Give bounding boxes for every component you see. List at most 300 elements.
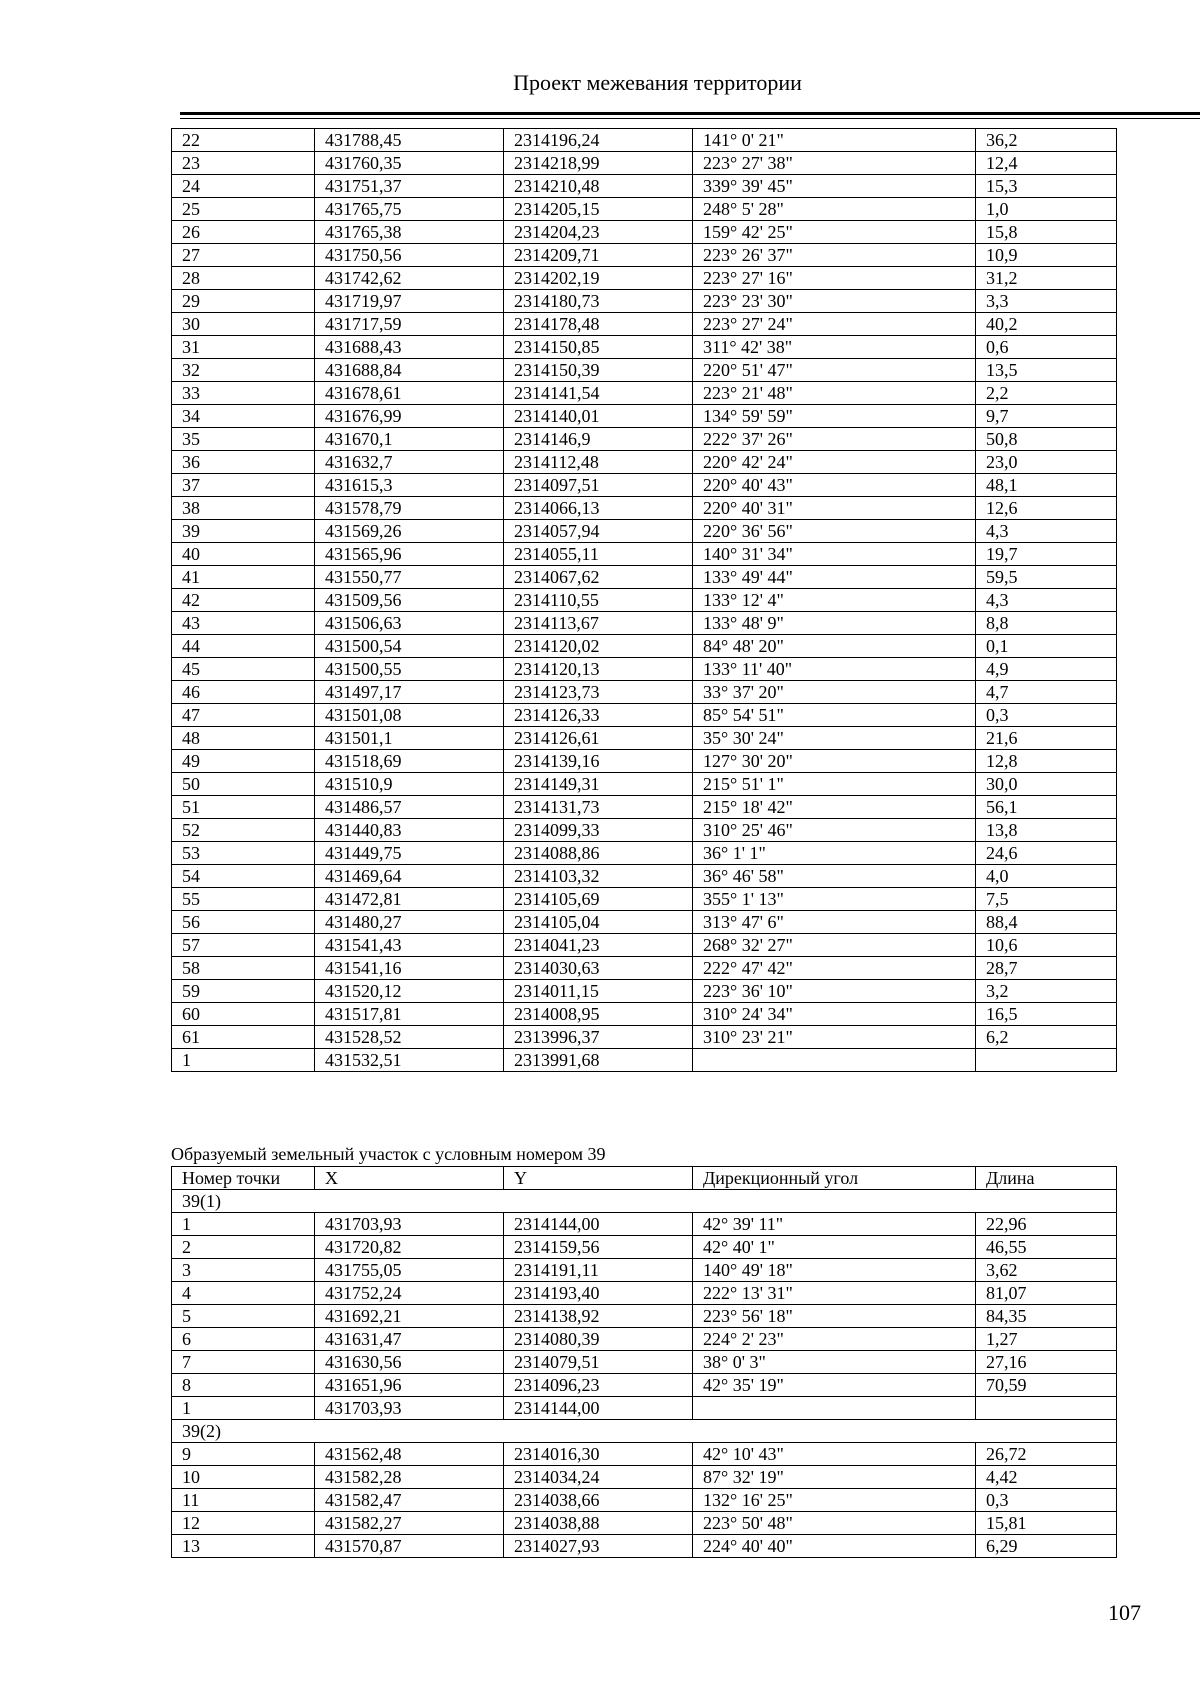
cell-point-number: 57 [172, 934, 315, 957]
cell-point-number: 12 [172, 1512, 315, 1535]
cell-y: 2314120,13 [504, 658, 693, 681]
table-row [172, 221, 1117, 244]
cell-point-number: 6 [172, 1328, 315, 1351]
cell-point-number: 45 [172, 658, 315, 681]
table-row [172, 589, 1117, 612]
cell-point-number: 48 [172, 727, 315, 750]
cell-y: 2314057,94 [504, 520, 693, 543]
cell-x: 431517,81 [315, 1003, 504, 1026]
cell-x: 431469,64 [315, 865, 504, 888]
cell-y: 2314038,88 [504, 1512, 693, 1535]
cell-y: 2314067,62 [504, 566, 693, 589]
table-row [172, 1003, 1117, 1026]
cell-point-number: 22 [172, 129, 315, 152]
table-header-row [172, 1167, 1117, 1190]
cell-bearing: 223° 26' 37" [693, 244, 976, 267]
cell-x: 431765,38 [315, 221, 504, 244]
cell-point-number: 51 [172, 796, 315, 819]
table-row [172, 1443, 1117, 1466]
table-row [172, 1282, 1117, 1305]
cell-y: 2314066,13 [504, 497, 693, 520]
cell-x: 431788,45 [315, 129, 504, 152]
cell-point-number: 13 [172, 1535, 315, 1558]
cell-length: 6,2 [976, 1026, 1117, 1049]
cell-point-number: 1 [172, 1213, 315, 1236]
cell-y: 2314180,73 [504, 290, 693, 313]
cell-length: 36,2 [976, 129, 1117, 152]
table-row [172, 635, 1117, 658]
cell-point-number: 4 [172, 1282, 315, 1305]
cell-bearing: 140° 31' 34" [693, 543, 976, 566]
cell-point-number: 32 [172, 359, 315, 382]
cell-length: 0,3 [976, 704, 1117, 727]
cell-bearing: 33° 37' 20" [693, 681, 976, 704]
cell-point-number: 8 [172, 1374, 315, 1397]
cell-length: 16,5 [976, 1003, 1117, 1026]
cell-length: 81,07 [976, 1282, 1117, 1305]
cell-x: 431449,75 [315, 842, 504, 865]
table-row [172, 1049, 1117, 1072]
table-row [172, 175, 1117, 198]
parcel-39-table-body [172, 1190, 1117, 1558]
cell-length: 4,7 [976, 681, 1117, 704]
cell-y: 2314016,30 [504, 1443, 693, 1466]
cell-bearing: 87° 32' 19" [693, 1466, 976, 1489]
cell-x: 431688,84 [315, 359, 504, 382]
cell-x: 431651,96 [315, 1374, 504, 1397]
cell-bearing: 38° 0' 3" [693, 1351, 976, 1374]
cell-length: 4,3 [976, 589, 1117, 612]
cell-y: 2313991,68 [504, 1049, 693, 1072]
cell-y: 2314105,04 [504, 911, 693, 934]
cell-bearing: 339° 39' 45" [693, 175, 976, 198]
table-row [172, 336, 1117, 359]
cell-y: 2314141,54 [504, 382, 693, 405]
cell-bearing: 42° 35' 19" [693, 1374, 976, 1397]
cell-bearing: 133° 12' 4" [693, 589, 976, 612]
cell-bearing: 248° 5' 28" [693, 198, 976, 221]
table-row [172, 198, 1117, 221]
cell-length: 70,59 [976, 1374, 1117, 1397]
table-row [172, 704, 1117, 727]
cell-point-number: 33 [172, 382, 315, 405]
cell-x: 431703,93 [315, 1397, 504, 1420]
table-row [172, 313, 1117, 336]
cell-point-number: 46 [172, 681, 315, 704]
cell-length: 19,7 [976, 543, 1117, 566]
cell-x: 431676,99 [315, 405, 504, 428]
cell-x: 431497,17 [315, 681, 504, 704]
cell-point-number: 24 [172, 175, 315, 198]
cell-bearing: 134° 59' 59" [693, 405, 976, 428]
table-row [172, 382, 1117, 405]
cell-x: 431570,87 [315, 1535, 504, 1558]
cell-length: 30,0 [976, 773, 1117, 796]
header-rule-thick [180, 112, 1200, 115]
cell-x: 431582,47 [315, 1489, 504, 1512]
cell-bearing: 220° 36' 56" [693, 520, 976, 543]
cell-point-number: 30 [172, 313, 315, 336]
section-label: 39(2) [172, 1420, 1117, 1443]
cell-length: 0,1 [976, 635, 1117, 658]
cell-bearing: 220° 40' 31" [693, 497, 976, 520]
column-header-point-number: Номер точки [172, 1167, 315, 1190]
cell-point-number: 5 [172, 1305, 315, 1328]
cell-x: 431755,05 [315, 1259, 504, 1282]
cell-length: 26,72 [976, 1443, 1117, 1466]
cell-bearing: 223° 27' 16" [693, 267, 976, 290]
cell-x: 431688,43 [315, 336, 504, 359]
cell-length: 4,42 [976, 1466, 1117, 1489]
cell-bearing: 313° 47' 6" [693, 911, 976, 934]
table-row [172, 773, 1117, 796]
cell-x: 431719,97 [315, 290, 504, 313]
cell-bearing: 42° 39' 11" [693, 1213, 976, 1236]
table-caption: Образуемый земельный участок с условным номером 39 [171, 1144, 606, 1164]
table-row [172, 497, 1117, 520]
cell-point-number: 29 [172, 290, 315, 313]
cell-y: 2314146,9 [504, 428, 693, 451]
table-row [172, 957, 1117, 980]
cell-bearing: 42° 10' 43" [693, 1443, 976, 1466]
cell-bearing: 223° 23' 30" [693, 290, 976, 313]
cell-x: 431760,35 [315, 152, 504, 175]
cell-bearing: 222° 13' 31" [693, 1282, 976, 1305]
cell-bearing: 224° 2' 23" [693, 1328, 976, 1351]
cell-point-number: 9 [172, 1443, 315, 1466]
table-row [172, 911, 1117, 934]
cell-length: 56,1 [976, 796, 1117, 819]
cell-y: 2314150,85 [504, 336, 693, 359]
cell-point-number: 38 [172, 497, 315, 520]
cell-bearing: 127° 30' 20" [693, 750, 976, 773]
cell-length: 59,5 [976, 566, 1117, 589]
cell-y: 2314080,39 [504, 1328, 693, 1351]
page-number: 107 [1108, 1600, 1141, 1625]
cell-bearing: 222° 47' 42" [693, 957, 976, 980]
cell-length: 10,6 [976, 934, 1117, 957]
table-row [172, 727, 1117, 750]
cell-y: 2314209,71 [504, 244, 693, 267]
column-header-y: Y [504, 1167, 693, 1190]
cell-x: 431615,3 [315, 474, 504, 497]
cell-length: 3,62 [976, 1259, 1117, 1282]
cell-x: 431518,69 [315, 750, 504, 773]
cell-bearing: 84° 48' 20" [693, 635, 976, 658]
cell-point-number: 34 [172, 405, 315, 428]
cell-bearing [693, 1049, 976, 1072]
cell-bearing: 222° 37' 26" [693, 428, 976, 451]
cell-point-number: 7 [172, 1351, 315, 1374]
table-row [172, 290, 1117, 313]
cell-x: 431541,16 [315, 957, 504, 980]
cell-length: 31,2 [976, 267, 1117, 290]
cell-bearing: 42° 40' 1" [693, 1236, 976, 1259]
cell-length: 4,9 [976, 658, 1117, 681]
cell-y: 2314218,99 [504, 152, 693, 175]
table-row [172, 796, 1117, 819]
cell-x: 431509,56 [315, 589, 504, 612]
cell-x: 431532,51 [315, 1049, 504, 1072]
cell-y: 2314196,24 [504, 129, 693, 152]
cell-length: 1,0 [976, 198, 1117, 221]
cell-y: 2314139,16 [504, 750, 693, 773]
cell-y: 2314191,11 [504, 1259, 693, 1282]
cell-y: 2314205,15 [504, 198, 693, 221]
page-header-title: Проект межевания территории [513, 70, 802, 95]
cell-length: 13,5 [976, 359, 1117, 382]
cell-length: 6,29 [976, 1535, 1117, 1558]
table-row [172, 1397, 1117, 1420]
cell-y: 2314149,31 [504, 773, 693, 796]
cell-bearing: 311° 42' 38" [693, 336, 976, 359]
cell-point-number: 35 [172, 428, 315, 451]
table-row [172, 359, 1117, 382]
column-header-bearing: Дирекционный угол [693, 1167, 976, 1190]
table-row [172, 129, 1117, 152]
cell-length: 15,8 [976, 221, 1117, 244]
table-row [172, 1305, 1117, 1328]
cell-point-number: 61 [172, 1026, 315, 1049]
table-row [172, 428, 1117, 451]
cell-length: 28,7 [976, 957, 1117, 980]
cell-bearing: 159° 42' 25" [693, 221, 976, 244]
cell-y: 2314138,92 [504, 1305, 693, 1328]
cell-y: 2314096,23 [504, 1374, 693, 1397]
cell-x: 431578,79 [315, 497, 504, 520]
cell-point-number: 56 [172, 911, 315, 934]
cell-y: 2314099,33 [504, 819, 693, 842]
cell-y: 2314030,63 [504, 957, 693, 980]
cell-x: 431632,7 [315, 451, 504, 474]
cell-y: 2314159,56 [504, 1236, 693, 1259]
cell-y: 2314105,69 [504, 888, 693, 911]
cell-bearing: 310° 24' 34" [693, 1003, 976, 1026]
table-row [172, 1259, 1117, 1282]
table-row [172, 612, 1117, 635]
cell-x: 431565,96 [315, 543, 504, 566]
cell-y: 2314144,00 [504, 1213, 693, 1236]
cell-y: 2314126,33 [504, 704, 693, 727]
cell-bearing: 310° 25' 46" [693, 819, 976, 842]
cell-x: 431720,82 [315, 1236, 504, 1259]
cell-point-number: 39 [172, 520, 315, 543]
cell-length: 12,4 [976, 152, 1117, 175]
cell-point-number: 53 [172, 842, 315, 865]
cell-point-number: 26 [172, 221, 315, 244]
cell-length: 12,8 [976, 750, 1117, 773]
table-row [172, 1328, 1117, 1351]
cell-length: 3,3 [976, 290, 1117, 313]
coordinates-table-body [172, 129, 1117, 1072]
cell-bearing: 36° 46' 58" [693, 865, 976, 888]
cell-length: 7,5 [976, 888, 1117, 911]
cell-bearing [693, 1397, 976, 1420]
cell-x: 431550,77 [315, 566, 504, 589]
table-row [172, 405, 1117, 428]
cell-length: 1,27 [976, 1328, 1117, 1351]
cell-y: 2314150,39 [504, 359, 693, 382]
cell-y: 2314178,48 [504, 313, 693, 336]
table-row [172, 1512, 1117, 1535]
cell-length: 9,7 [976, 405, 1117, 428]
cell-y: 2313996,37 [504, 1026, 693, 1049]
cell-x: 431541,43 [315, 934, 504, 957]
table-row [172, 819, 1117, 842]
table-row [172, 543, 1117, 566]
cell-x: 431742,62 [315, 267, 504, 290]
table-row [172, 267, 1117, 290]
cell-point-number: 23 [172, 152, 315, 175]
cell-point-number: 60 [172, 1003, 315, 1026]
cell-x: 431500,55 [315, 658, 504, 681]
table-row [172, 888, 1117, 911]
table-row [172, 1213, 1117, 1236]
cell-x: 431631,47 [315, 1328, 504, 1351]
cell-y: 2314204,23 [504, 221, 693, 244]
cell-point-number: 1 [172, 1049, 315, 1072]
cell-point-number: 50 [172, 773, 315, 796]
table-row [172, 934, 1117, 957]
cell-length: 4,0 [976, 865, 1117, 888]
table-row [172, 1236, 1117, 1259]
cell-point-number: 47 [172, 704, 315, 727]
cell-length: 10,9 [976, 244, 1117, 267]
coordinates-table-continued [171, 128, 1117, 1072]
cell-x: 431510,9 [315, 773, 504, 796]
cell-point-number: 11 [172, 1489, 315, 1512]
cell-x: 431678,61 [315, 382, 504, 405]
cell-y: 2314202,19 [504, 267, 693, 290]
cell-bearing: 141° 0' 21" [693, 129, 976, 152]
cell-bearing: 223° 21' 48" [693, 382, 976, 405]
cell-point-number: 59 [172, 980, 315, 1003]
cell-point-number: 42 [172, 589, 315, 612]
cell-point-number: 1 [172, 1397, 315, 1420]
cell-bearing: 35° 30' 24" [693, 727, 976, 750]
cell-y: 2314210,48 [504, 175, 693, 198]
cell-x: 431528,52 [315, 1026, 504, 1049]
cell-bearing: 215° 18' 42" [693, 796, 976, 819]
table-row [172, 152, 1117, 175]
cell-x: 431751,37 [315, 175, 504, 198]
cell-point-number: 10 [172, 1466, 315, 1489]
cell-bearing: 140° 49' 18" [693, 1259, 976, 1282]
cell-point-number: 55 [172, 888, 315, 911]
cell-x: 431717,59 [315, 313, 504, 336]
cell-y: 2314079,51 [504, 1351, 693, 1374]
cell-length: 24,6 [976, 842, 1117, 865]
cell-point-number: 28 [172, 267, 315, 290]
table-row [172, 244, 1117, 267]
cell-x: 431472,81 [315, 888, 504, 911]
cell-length: 15,3 [976, 175, 1117, 198]
parcel-39-coordinates-table [171, 1166, 1117, 1558]
cell-y: 2314110,55 [504, 589, 693, 612]
cell-length: 2,2 [976, 382, 1117, 405]
header-rule-thin [180, 118, 1200, 119]
cell-y: 2314144,00 [504, 1397, 693, 1420]
cell-y: 2314112,48 [504, 451, 693, 474]
cell-y: 2314131,73 [504, 796, 693, 819]
cell-y: 2314088,86 [504, 842, 693, 865]
section-row [172, 1190, 1117, 1213]
cell-x: 431750,56 [315, 244, 504, 267]
cell-length: 15,81 [976, 1512, 1117, 1535]
cell-length: 13,8 [976, 819, 1117, 842]
table-row [172, 865, 1117, 888]
table-row [172, 1535, 1117, 1558]
cell-bearing: 36° 1' 1" [693, 842, 976, 865]
cell-bearing: 268° 32' 27" [693, 934, 976, 957]
cell-bearing: 223° 27' 24" [693, 313, 976, 336]
cell-point-number: 37 [172, 474, 315, 497]
cell-y: 2314103,32 [504, 865, 693, 888]
cell-bearing: 215° 51' 1" [693, 773, 976, 796]
table-row [172, 681, 1117, 704]
cell-x: 431703,93 [315, 1213, 504, 1236]
cell-y: 2314038,66 [504, 1489, 693, 1512]
cell-x: 431582,27 [315, 1512, 504, 1535]
cell-bearing: 223° 27' 38" [693, 152, 976, 175]
cell-length: 22,96 [976, 1213, 1117, 1236]
cell-length: 4,3 [976, 520, 1117, 543]
cell-length [976, 1397, 1117, 1420]
cell-x: 431670,1 [315, 428, 504, 451]
cell-x: 431501,1 [315, 727, 504, 750]
cell-y: 2314027,93 [504, 1535, 693, 1558]
cell-x: 431520,12 [315, 980, 504, 1003]
cell-y: 2314034,24 [504, 1466, 693, 1489]
table-row [172, 842, 1117, 865]
cell-length: 50,8 [976, 428, 1117, 451]
cell-bearing: 220° 42' 24" [693, 451, 976, 474]
cell-bearing: 85° 54' 51" [693, 704, 976, 727]
cell-y: 2314140,01 [504, 405, 693, 428]
column-header-x: X [315, 1167, 504, 1190]
table-row [172, 1374, 1117, 1397]
cell-x: 431500,54 [315, 635, 504, 658]
cell-point-number: 54 [172, 865, 315, 888]
cell-point-number: 43 [172, 612, 315, 635]
cell-bearing: 220° 51' 47" [693, 359, 976, 382]
table-row [172, 1466, 1117, 1489]
cell-length: 0,3 [976, 1489, 1117, 1512]
cell-x: 431440,83 [315, 819, 504, 842]
section-label: 39(1) [172, 1190, 1117, 1213]
cell-y: 2314055,11 [504, 543, 693, 566]
cell-y: 2314008,95 [504, 1003, 693, 1026]
cell-point-number: 49 [172, 750, 315, 773]
cell-bearing: 220° 40' 43" [693, 474, 976, 497]
cell-bearing: 224° 40' 40" [693, 1535, 976, 1558]
table-row [172, 1026, 1117, 1049]
cell-y: 2314126,61 [504, 727, 693, 750]
cell-y: 2314041,23 [504, 934, 693, 957]
cell-length: 48,1 [976, 474, 1117, 497]
cell-point-number: 58 [172, 957, 315, 980]
cell-x: 431480,27 [315, 911, 504, 934]
table-row [172, 566, 1117, 589]
cell-length: 8,8 [976, 612, 1117, 635]
cell-point-number: 27 [172, 244, 315, 267]
cell-point-number: 52 [172, 819, 315, 842]
cell-length: 84,35 [976, 1305, 1117, 1328]
section-row [172, 1420, 1117, 1443]
cell-point-number: 36 [172, 451, 315, 474]
cell-bearing: 223° 36' 10" [693, 980, 976, 1003]
table-row [172, 474, 1117, 497]
